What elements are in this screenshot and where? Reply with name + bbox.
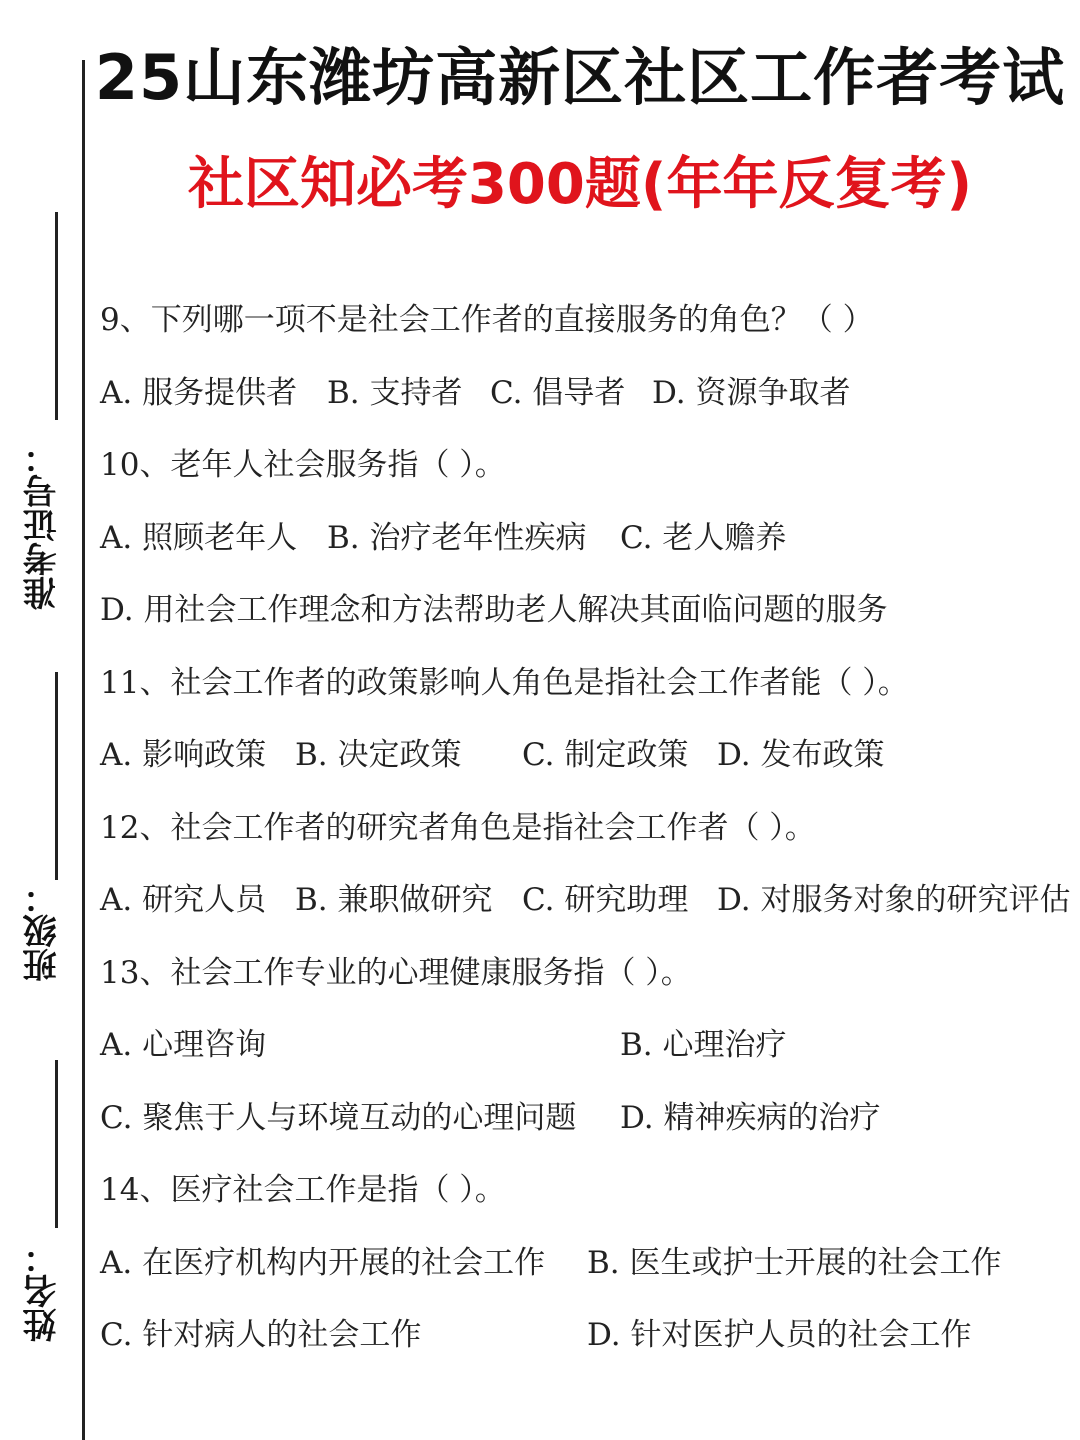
option-row bbox=[100, 727, 1075, 800]
option-a: A. 照顾老年人 bbox=[100, 519, 298, 556]
exam-id-label: 准考证号： bbox=[23, 440, 63, 610]
option-d: D. 对服务对象的研究评估 bbox=[717, 882, 1071, 918]
option-b: B. 医生或护士开展的社会工作 bbox=[587, 1244, 1002, 1281]
binding-line bbox=[82, 60, 85, 1440]
option-c: C. 研究助理 bbox=[522, 882, 689, 918]
question-stem: 11、社会工作者的政策影响人角色是指社会工作者能（ ）。 bbox=[100, 664, 909, 701]
option-row bbox=[100, 582, 1075, 655]
option-a: A. 在医疗机构内开展的社会工作 bbox=[100, 1244, 546, 1281]
exam-id-underline[interactable] bbox=[55, 212, 58, 420]
option-c: C. 老人赡养 bbox=[620, 519, 787, 556]
option-d: D. 用社会工作理念和方法帮助老人解决其面临问题的服务 bbox=[100, 592, 888, 628]
option-d: D. 针对医护人员的社会工作 bbox=[587, 1317, 972, 1353]
name-underline[interactable] bbox=[55, 1060, 58, 1228]
option-b: B. 支持者 bbox=[327, 374, 463, 411]
option-c: C. 倡导者 bbox=[490, 374, 626, 411]
page-subtitle: 社区知必考300题(年年反复考) bbox=[187, 152, 973, 217]
option-c: C. 聚焦于人与环境互动的心理问题 bbox=[100, 1099, 577, 1136]
option-b: B. 治疗老年性疾病 bbox=[327, 519, 587, 556]
option-b: B. 兼职做研究 bbox=[295, 882, 493, 918]
option-row bbox=[100, 1090, 1075, 1163]
option-b: B. 决定政策 bbox=[295, 737, 462, 773]
option-d: D. 资源争取者 bbox=[652, 374, 851, 411]
option-row bbox=[100, 1307, 1075, 1380]
option-row bbox=[100, 510, 1075, 583]
option-d: D. 发布政策 bbox=[717, 737, 885, 773]
option-b: B. 心理治疗 bbox=[620, 1027, 787, 1063]
class-label: 班级： bbox=[23, 880, 63, 982]
question-stem: 9、下列哪一项不是社会工作者的直接服务的角色？（ ） bbox=[100, 302, 874, 338]
option-a: A. 服务提供者 bbox=[100, 374, 298, 411]
name-label: 姓名： bbox=[23, 1240, 63, 1342]
question-stem: 13、社会工作专业的心理健康服务指（ ）。 bbox=[100, 954, 692, 991]
question-stem: 12、社会工作者的研究者角色是指社会工作者（ ）。 bbox=[100, 809, 816, 846]
option-c: C. 针对病人的社会工作 bbox=[100, 1317, 422, 1353]
option-row bbox=[100, 1235, 1075, 1308]
option-row bbox=[100, 1017, 1075, 1090]
option-d: D. 精神疾病的治疗 bbox=[620, 1099, 881, 1136]
option-row bbox=[100, 872, 1075, 945]
question-stem: 14、医疗社会工作是指（ ）。 bbox=[100, 1172, 506, 1208]
page-title: 25山东潍坊高新区社区工作者考试 bbox=[94, 41, 1066, 114]
class-underline[interactable] bbox=[55, 672, 58, 880]
option-a: A. 影响政策 bbox=[100, 737, 267, 773]
option-row bbox=[100, 365, 1075, 438]
question-stem: 10、老年人社会服务指（ ）。 bbox=[100, 447, 506, 483]
option-a: A. 心理咨询 bbox=[100, 1027, 267, 1063]
option-c: C. 制定政策 bbox=[522, 737, 689, 773]
option-a: A. 研究人员 bbox=[100, 882, 267, 918]
question-list bbox=[100, 292, 1075, 1380]
